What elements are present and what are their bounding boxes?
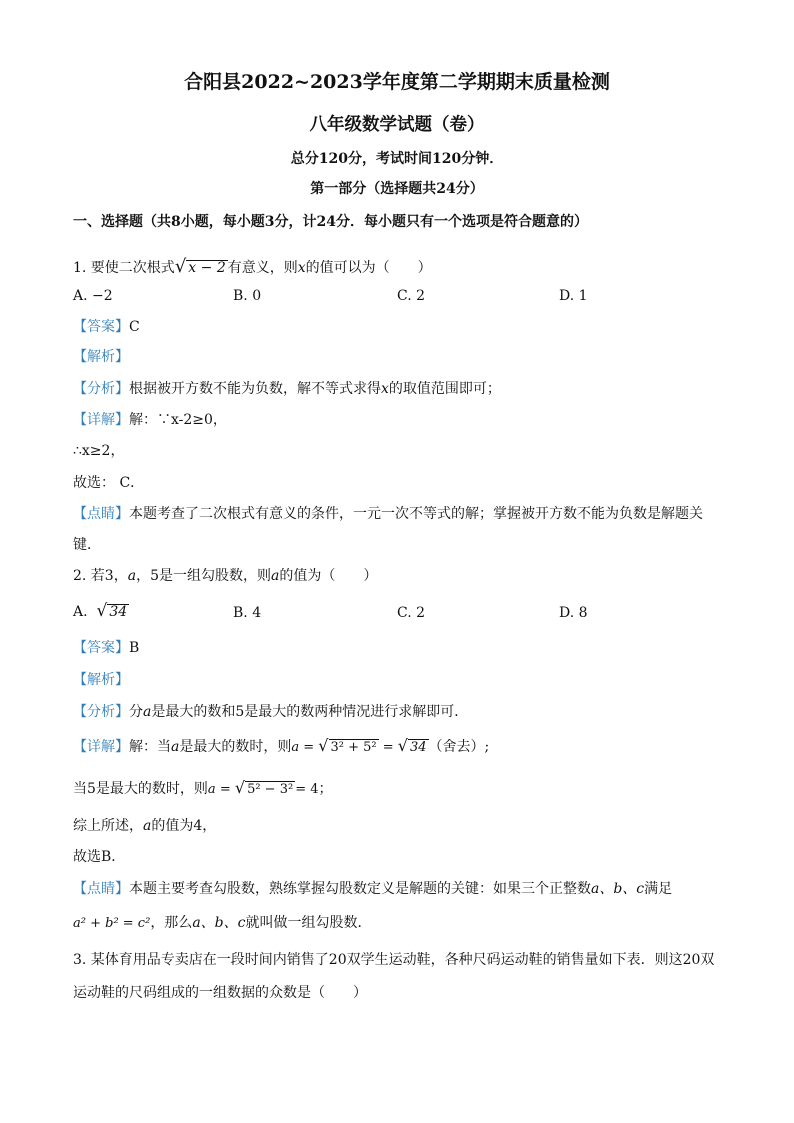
q3-stem: 3. 某体育用品专卖店在一段时间内销售了20双学生运动鞋，各种尺码运动鞋的销售量如下表．则这20双	[73, 952, 715, 968]
q1-sqrt: √ x − 2	[174, 256, 226, 277]
q2-analysis: 【分析】分a是最大的数和5是最大的数两种情况进行求解即可．	[73, 704, 469, 720]
q1-option-a: A. −2	[73, 288, 113, 304]
q2-option-b: B. 4	[233, 605, 262, 621]
q2-option-d: D. 8	[559, 605, 588, 621]
q1-comment: 【点睛】本题考查了二次根式有意义的条件，一元一次不等式的解；掌握被开方数不能为负数是解题关	[73, 506, 703, 522]
q2-stem: 2. 若3，a，5是一组勾股数，则a的值为（ ）	[73, 568, 378, 584]
q1-explain-tag: 【解析】	[73, 349, 129, 365]
exam-subtitle: 八年级数学试题（卷）	[309, 115, 485, 135]
q2-line2: 当5是最大的数时，则a = √ 5² − 3² = 4；	[73, 778, 333, 797]
part-heading: 第一部分（选择题共24分）	[310, 181, 484, 197]
q2-comment-cont: a² + b² = c²，那么a、b、c就叫做一组勾股数．	[73, 915, 372, 931]
q3-stem-cont: 运动鞋的尺码组成的一组数据的众数是（ ）	[73, 985, 367, 1001]
q1-line3: 故选： C．	[73, 475, 145, 491]
q2-option-c: C. 2	[397, 605, 426, 621]
q1-analysis: 【分析】根据被开方数不能为负数，解不等式求得x的取值范围即可；	[73, 381, 501, 397]
q1-detail: 【详解】解：∵x-2≥0，	[73, 412, 227, 428]
q2-explain-tag: 【解析】	[73, 672, 129, 688]
q2-comment: 【点睛】本题主要考查勾股数，熟练掌握勾股数定义是解题的关键：如果三个正整数a、b、c满足	[73, 881, 673, 897]
q1-stem: 1. 要使二次根式√ x − 2 有意义，则x的值可以为（ ）	[73, 256, 432, 277]
q2-option-a: A. √ 34	[73, 601, 128, 621]
q2-detail: 【详解】解：当a是最大的数时，则a = √ 3² + 5² = √ 34 （舍去）;	[73, 736, 490, 755]
q2-answer: 【答案】B	[73, 640, 140, 656]
q2-line4: 故选B．	[73, 849, 126, 865]
q1-line2: ∴x≥2，	[73, 443, 125, 459]
exam-info: 总分120分，考试时间120分钟．	[290, 151, 504, 167]
q1-option-b: B. 0	[233, 288, 262, 304]
section-heading: 一、选择题（共8小题，每小题3分，计24分．每小题只有一个选项是符合题意的）	[73, 214, 588, 230]
q1-option-c: C. 2	[397, 288, 426, 304]
exam-title: 合阳县2022~2023学年度第二学期期末质量检测	[184, 71, 610, 93]
q1-answer: 【答案】C	[73, 319, 140, 335]
q2-line3: 综上所述，a的值为4，	[73, 818, 217, 834]
q1-option-d: D. 1	[559, 288, 588, 304]
q1-comment-cont: 键．	[73, 537, 101, 553]
